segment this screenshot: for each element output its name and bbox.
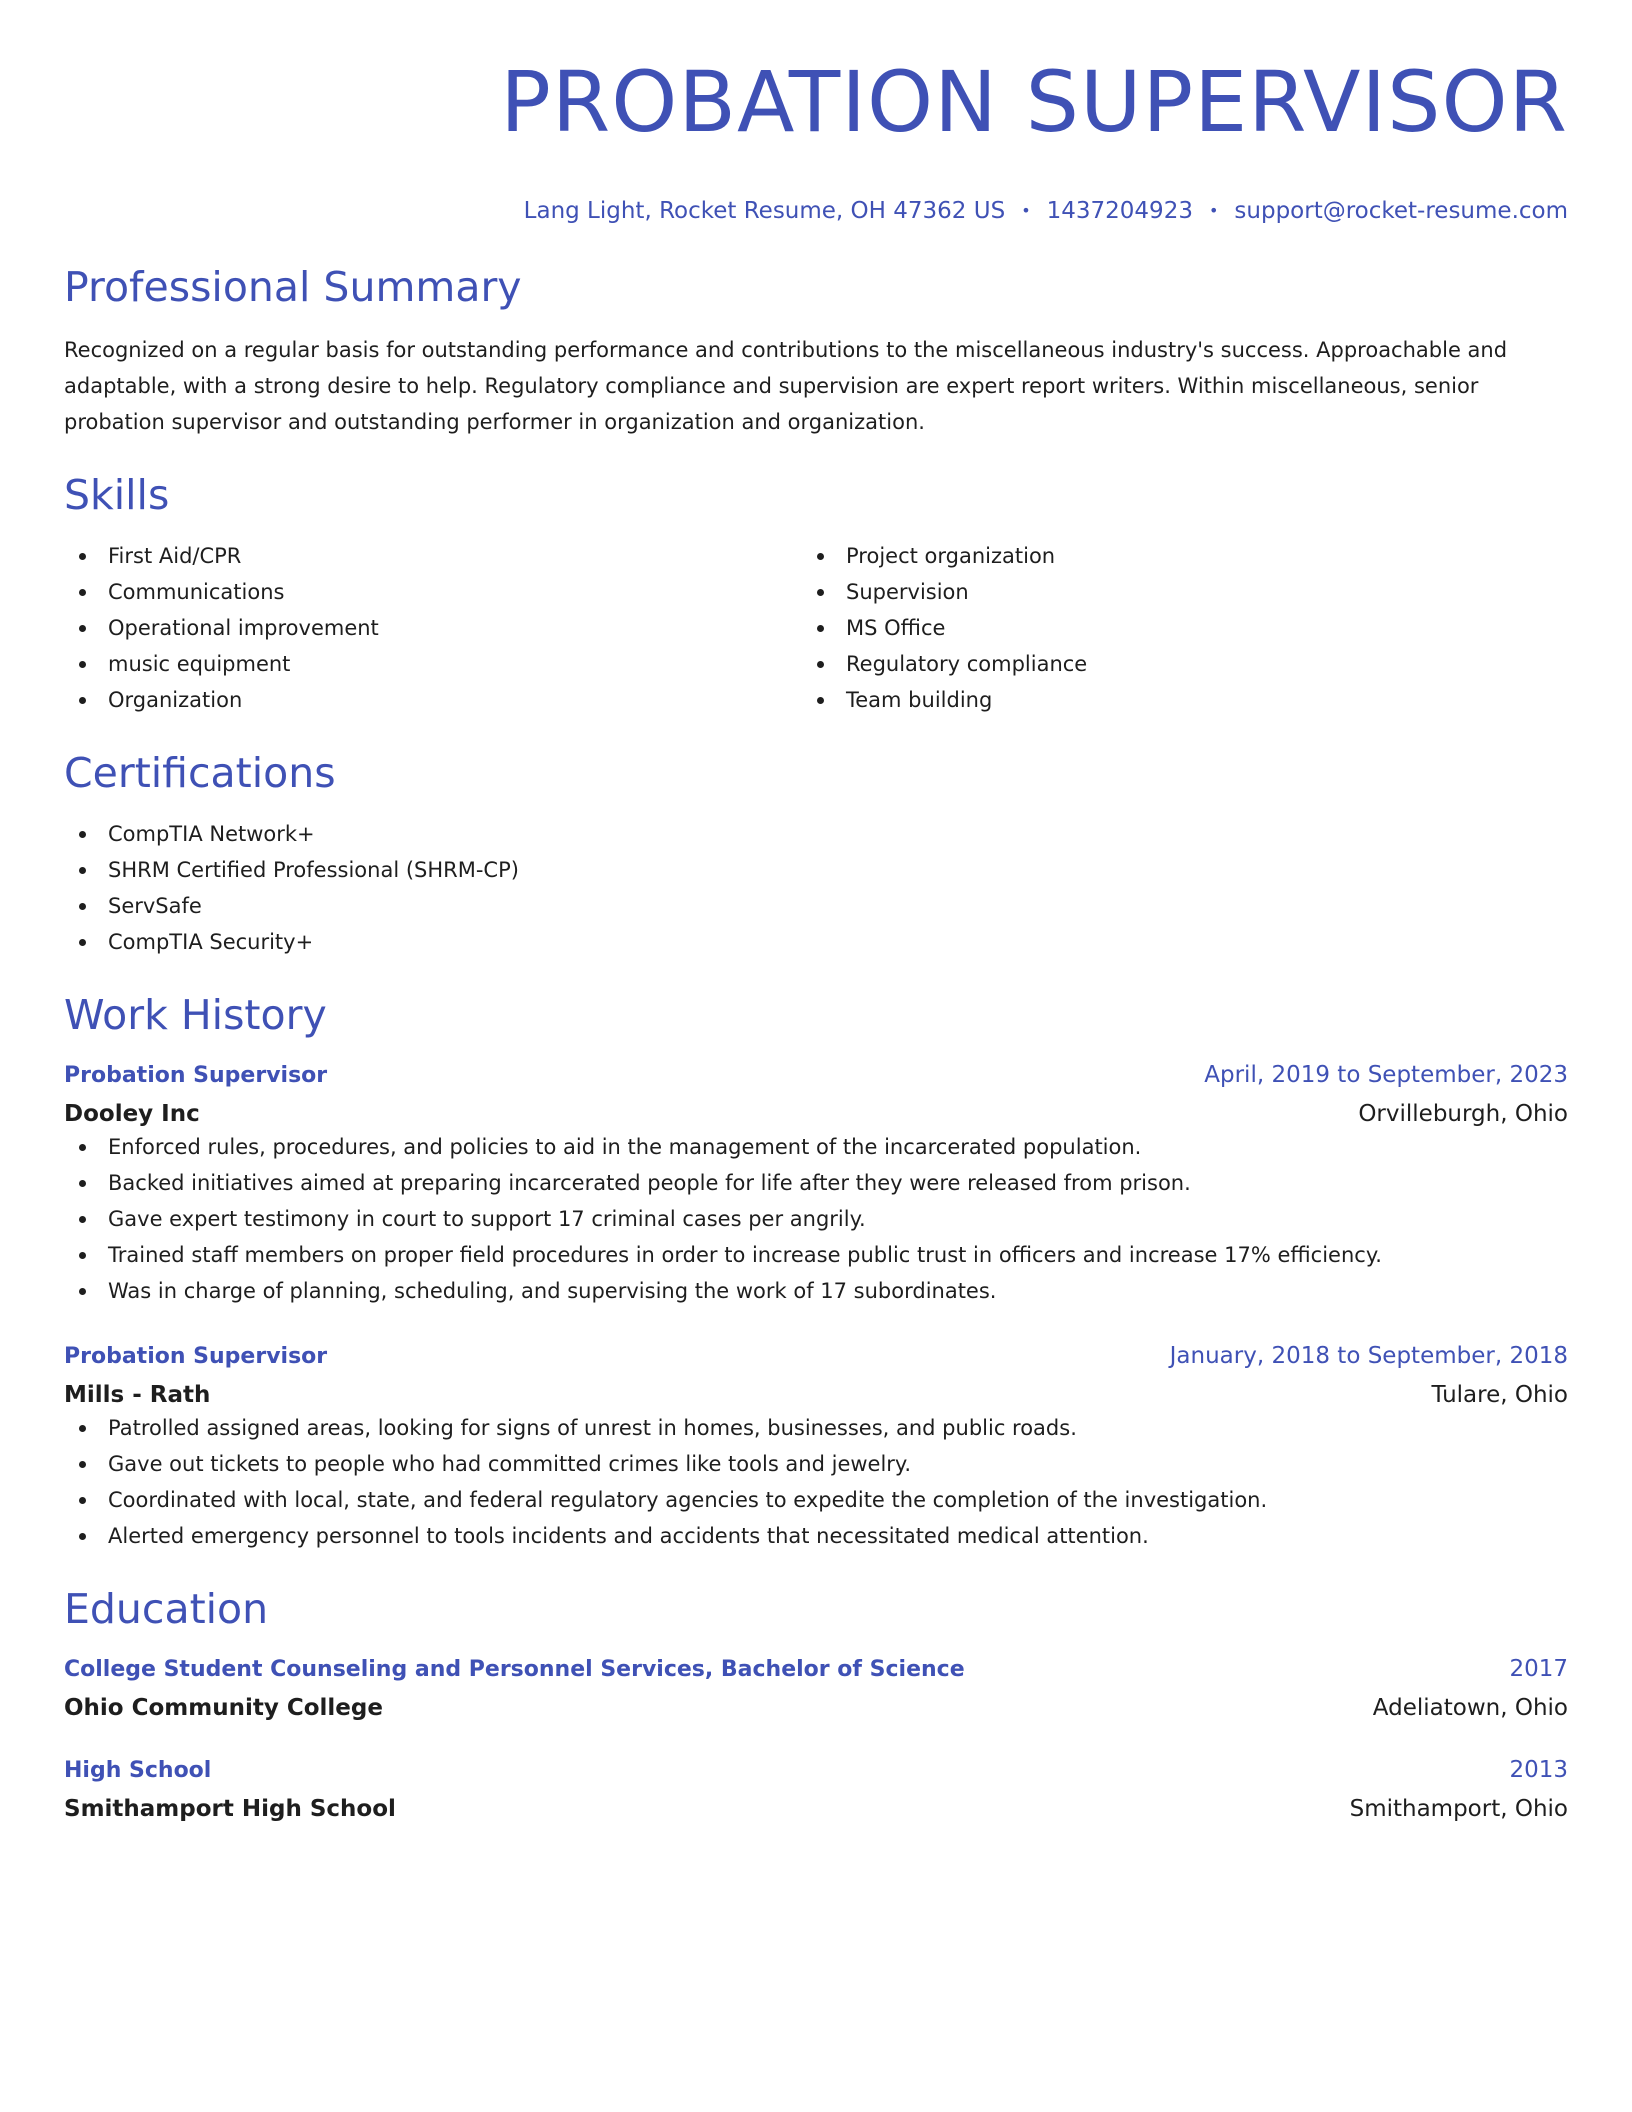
job-bullet: Trained staff members on proper field procedures in order to increase public trust in officers and increase 17% efficiency. — [64, 1237, 1568, 1273]
skill-item: Communications — [64, 574, 802, 610]
skills-section — [64, 470, 1568, 718]
job-bullet: Gave out tickets to people who had committed crimes like tools and jewelry. — [64, 1446, 1568, 1482]
job-header-row — [64, 1060, 1568, 1091]
skill-item: Supervision — [802, 574, 1540, 610]
contact-phone: 1437204923 — [1046, 198, 1193, 224]
skill-item: MS Office — [802, 610, 1540, 646]
skill-item: Team building — [802, 682, 1540, 718]
job-company-row — [64, 1099, 1568, 1129]
job-bullet: Patrolled assigned areas, looking for signs of unrest in homes, businesses, and public roads. — [64, 1410, 1568, 1446]
contact-line — [64, 196, 1568, 226]
skills-list-right — [802, 538, 1540, 718]
education-entry — [64, 1755, 1568, 1824]
job-bullets — [64, 1129, 1568, 1309]
job-header-row — [64, 1341, 1568, 1372]
education-school-row — [64, 1794, 1568, 1824]
skill-item: Operational improvement — [64, 610, 802, 646]
job-title: Probation Supervisor — [64, 1063, 328, 1088]
job-company: Mills - Rath — [64, 1382, 211, 1408]
job-title: Probation Supervisor — [64, 1344, 328, 1369]
resume-title: PROBATION SUPERVISOR — [500, 53, 1568, 151]
job-dates: January, 2018 to September, 2018 — [1169, 1343, 1568, 1369]
summary-text: Recognized on a regular basis for outstanding performance and contributions to the miscellaneous industry's success. Approachable and adaptable, with a strong desire to help. Regulatory compliance and supervision are expert report writers. Within miscellaneous, senior probation supervisor and outstanding performer in organization and organization. — [64, 338, 1508, 434]
skill-item: Organization — [64, 682, 802, 718]
job-bullet: Enforced rules, procedures, and policies to aid in the management of the incarcerated population. — [64, 1129, 1568, 1165]
job-bullet: Alerted emergency personnel to tools incidents and accidents that necessitated medical attention. — [64, 1518, 1568, 1554]
contact-address: Lang Light, Rocket Resume, OH 47362 US — [523, 198, 1006, 224]
job-dates: April, 2019 to September, 2023 — [1204, 1062, 1568, 1088]
certification-item: ServSafe — [64, 888, 1568, 924]
education-school: Smithamport High School — [64, 1796, 396, 1822]
education-year: 2013 — [1509, 1757, 1568, 1783]
job-bullet: Was in charge of planning, scheduling, and supervising the work of 17 subordinates. — [64, 1273, 1568, 1309]
work-history-heading: Work History — [64, 991, 327, 1039]
work-history-section — [64, 990, 1568, 1554]
skills-heading: Skills — [64, 471, 170, 519]
education-school-row — [64, 1693, 1568, 1723]
education-entry — [64, 1654, 1568, 1723]
skill-item: First Aid/CPR — [64, 538, 802, 574]
education-location: Adeliatown, Ohio — [1372, 1695, 1568, 1721]
certification-item: SHRM Certified Professional (SHRM-CP) — [64, 852, 1568, 888]
education-location: Smithamport, Ohio — [1349, 1796, 1568, 1822]
skill-item: Regulatory compliance — [802, 646, 1540, 682]
job-bullet: Backed initiatives aimed at preparing incarcerated people for life after they were released from prison. — [64, 1165, 1568, 1201]
separator-dot: • — [1208, 201, 1219, 220]
education-header-row — [64, 1755, 1568, 1786]
education-year: 2017 — [1509, 1656, 1568, 1682]
education-degree: College Student Counseling and Personnel Services, Bachelor of Science — [64, 1657, 965, 1682]
job-bullet: Coordinated with local, state, and federal regulatory agencies to expedite the completion of the investigation. — [64, 1482, 1568, 1518]
certification-item: CompTIA Security+ — [64, 924, 1568, 960]
summary-section — [64, 262, 1568, 440]
contact-email: support@rocket-resume.com — [1234, 198, 1568, 224]
skill-item: Project organization — [802, 538, 1540, 574]
job-entry — [64, 1060, 1568, 1309]
job-company: Dooley Inc — [64, 1101, 200, 1127]
job-company-row — [64, 1380, 1568, 1410]
education-section — [64, 1584, 1568, 1824]
education-school: Ohio Community College — [64, 1695, 383, 1721]
certification-item: CompTIA Network+ — [64, 816, 1568, 852]
certifications-heading: Certifications — [64, 749, 336, 797]
certifications-section — [64, 748, 1568, 960]
skill-item: music equipment — [64, 646, 802, 682]
job-bullets — [64, 1410, 1568, 1554]
education-heading: Education — [64, 1585, 269, 1633]
job-bullet: Gave expert testimony in court to support 17 criminal cases per angrily. — [64, 1201, 1568, 1237]
job-entry — [64, 1341, 1568, 1554]
separator-dot: • — [1021, 201, 1031, 220]
education-header-row — [64, 1654, 1568, 1685]
skills-list-left — [64, 538, 802, 718]
skills-grid — [64, 538, 1568, 718]
education-degree: High School — [64, 1758, 212, 1783]
certifications-list — [64, 816, 1568, 960]
summary-heading: Professional Summary — [64, 263, 522, 311]
job-location: Tulare, Ohio — [1431, 1382, 1568, 1408]
job-location: Orvilleburgh, Ohio — [1358, 1101, 1568, 1127]
